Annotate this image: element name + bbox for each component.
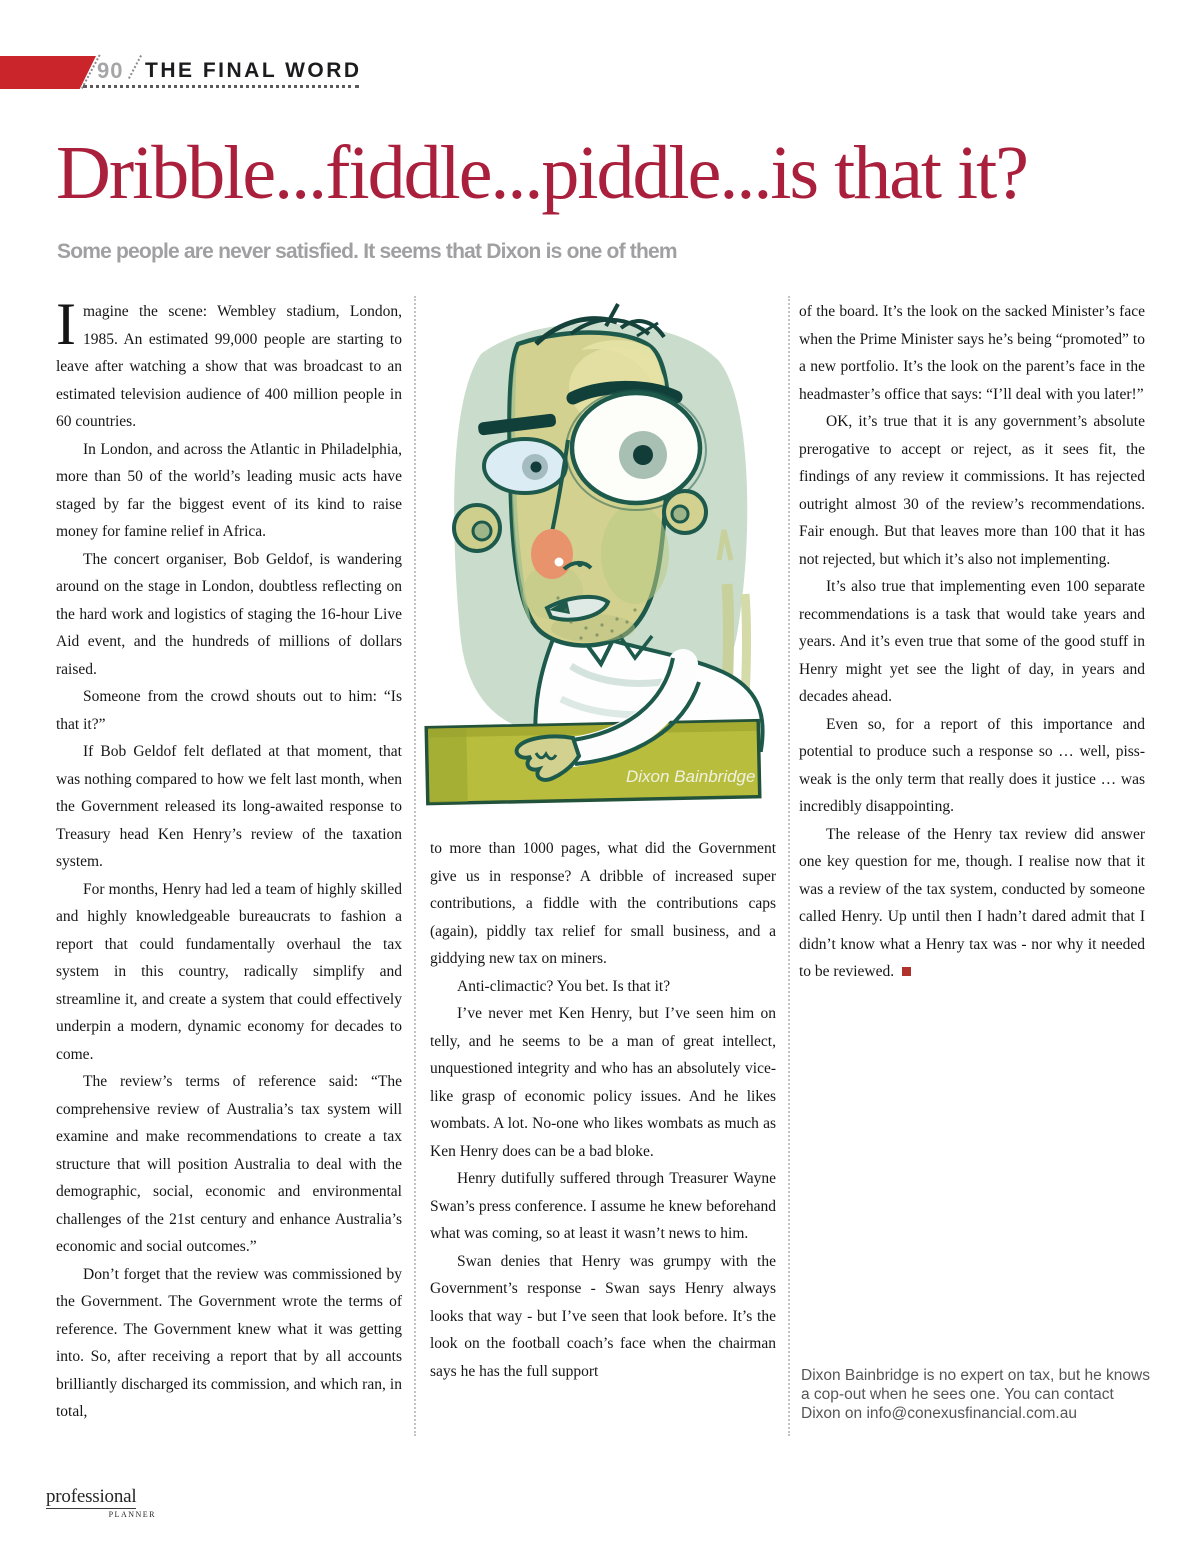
paragraph: It’s also true that implementing even 100 separate recommendations is a task that would take years and years. And it’s even true that some of the good stuff in Henry might yet see the light of day, in years and decades ahead. [799, 578, 1145, 705]
cartoon-illustration [421, 292, 786, 812]
section-title: THE FINAL WORD [145, 59, 362, 82]
paragraph-text: The release of the Henry tax review did answer one key question for me, though. I realise now that it was a review of the tax system, conducted by someone called Henry. Up until then I hadn’t dared admit that I didn’t know what a Henry tax was - nor why it needed to be reviewed. [799, 825, 1145, 980]
contact-line: a cop-out when he sees one. You can contact [801, 1386, 1114, 1403]
paragraph: Swan denies that Henry was grumpy with the Government’s response - Swan says Henry always looks that way - but I’ve seen that look before. It’s the look on the football coach’s face when the chairman says he has the full support [430, 1252, 776, 1380]
paragraph: Henry dutifully suffered through Treasurer Wayne Swan’s press conference. I assume he knew beforehand what was coming, so at least it wasn’t news to him. [430, 1170, 776, 1242]
paragraph: Even so, for a report of this importance and potential to produce such a response so … well, piss-weak is the only term that really does it justice … was incredibly disappointing. [799, 715, 1145, 815]
paragraph [799, 821, 1145, 986]
magazine-logo [46, 1486, 156, 1519]
paragraph: I’ve never met Ken Henry, but I’ve seen him on telly, and he seems to be a man of great intellect, unquestioned integrity and who has an absolutely vice-like grasp of economic policy issues. And he likes wombats. A lot. No-one who likes wombats as much as Ken Henry does can be a bad bloke. [430, 1005, 776, 1160]
paragraph [56, 291, 402, 436]
paragraph: OK, it’s true that it is any government’s absolute prerogative to accept or reject, as it sees fit, the findings of any review it commissions. It has rejected outright almost 30 of the review’s recommendations. Fair enough. But that leaves more than 100 that it has not rejected, but which it’s also not implementing. [799, 413, 1145, 568]
contact-line: Dixon Bainbridge is no expert on tax, but he knows [801, 1367, 1150, 1384]
illustration-caption: Dixon Bainbridge [626, 767, 756, 786]
dotted-underline [83, 85, 359, 88]
drop-cap: I [56, 291, 76, 357]
article-column-2 [430, 835, 776, 1385]
paragraph-text: magine the scene: Wembley stadium, London, 1985. An estimated 99,000 people are starting to leave after watching a show that was broadcast to an estimated television audience of 400 million people in 60 countries. [56, 303, 402, 430]
paragraph: to more than 1000 pages, what did the Government give us in response? A dribble of increased super contributions, a fiddle with the contributions caps (again), piddly tax relief for small business, and a giddying new tax on miners. [430, 840, 776, 967]
column-divider [788, 296, 790, 1436]
logo-wordmark: professional [46, 1486, 137, 1507]
column-divider [414, 296, 416, 1436]
dotted-diagonal-divider [128, 55, 142, 79]
article-subtitle: Some people are never satisfied. It seems that Dixon is one of them [57, 240, 677, 263]
paragraph: The review’s terms of reference said: “The comprehensive review of Australia’s tax system will examine and make recommendations to create a tax structure that will position Australia to deal with the demographic, social, economic and environmental challenges of the 21st century and enhance Australia’s economic and social outcomes.” [56, 1073, 402, 1255]
logo-subname: PLANNER [108, 1510, 156, 1519]
paragraph: If Bob Geldof felt deflated at that moment, that was nothing compared to how we felt last month, when the Government released its long-awaited response to Treasury head Ken Henry’s review of the taxation system. [56, 743, 402, 870]
paragraph: The concert organiser, Bob Geldof, is wandering around on the stage in London, doubtless reflecting on the hard work and logistics of staging the 16-hour Live Aid event, and the hundreds of millions of dollars raised. [56, 550, 402, 678]
article-column-1 [56, 291, 402, 1426]
article-title: Dribble...fiddle...piddle...is that it? [56, 131, 1028, 215]
paragraph: In London, and across the Atlantic in Philadelphia, more than 50 of the world’s leading music acts have staged by far the biggest event of its kind to raise money for famine relief in Africa. [56, 440, 402, 540]
end-of-article-mark [902, 967, 911, 976]
paragraph: For months, Henry had led a team of highly skilled and highly knowledgeable bureaucrats to fashion a report that could fundamentally overhaul the tax system in this country, radically simplify and streamline it, and create a system that could effectively underpin a modern, dynamic economy for decades to come. [56, 880, 402, 1063]
paragraph: Anti-climactic? You bet. Is that it? [457, 977, 671, 995]
paragraph: of the board. It’s the look on the sacked Minister’s face when the Prime Minister says he’s being “promoted” to a new portfolio. It’s the look on the parent’s face in the headmaster’s office that says: “I’ll deal with you later!” [799, 303, 1145, 403]
article-column-3 [799, 298, 1145, 986]
paragraph: Don’t forget that the review was commissioned by the Government. The Government wrote the terms of reference. The Government knew what it was getting into. So, after receiving a report that by all accounts brilliantly discharged its commission, and which ran, in total, [56, 1265, 402, 1420]
contact-line: Dixon on info@conexusfinancial.com.au [801, 1405, 1077, 1422]
author-contact-note [801, 1366, 1181, 1423]
paragraph: Someone from the crowd shouts out to him: “Is that it?” [56, 688, 402, 733]
page-number: 90 [97, 58, 124, 83]
